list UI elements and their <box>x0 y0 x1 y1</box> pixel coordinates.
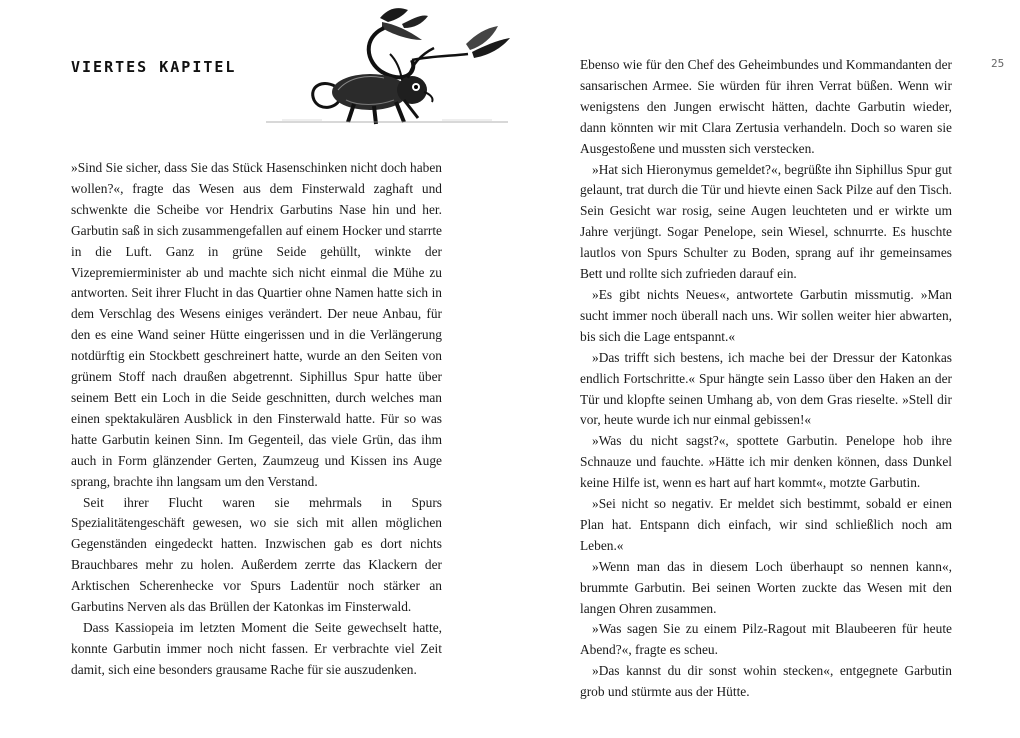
paragraph: »Hat sich Hieronymus gemeldet?«, begrüßte ihn Siphillus Spur gut gelaunt, trat durch die Tür und hievte einen Sack Pilze auf den Tisch. Sein Gesicht war rosig, seine Augen leuchteten und er wirkte um Jahre verjüngt. Sogar Penelope, sein Wiesel, schnurrte. Es huschte lautlos von Spurs Schulter zu Boden, sprang auf ihr gemeinsames Bett und rollte sich zufrieden darauf ein. <box>580 161 952 282</box>
paragraph: »Das kannst du dir sonst wohin stecken«, entgegnete Garbutin grob und stürmte aus der Hütte. <box>580 663 952 700</box>
paragraph: Seit ihrer Flucht waren sie mehrmals in Spurs Spezialitätengeschäft gewesen, wo sie sich mit allen möglichen Gegenständen eingedeckt hatten. Inzwischen gab es dort nichts Brauchbares mehr zu holen. Außerdem zerrte das Klackern der Arktischen Scherenhecke vor Spurs Ladentür noch stärker an Garbutins Nerven als das Brüllen der Katonkas im Finsterwald. <box>71 494 442 615</box>
paragraph: »Was du nicht sagst?«, spottete Garbutin. Penelope hob ihre Schnauze und fauchte. »Hätte ich mir denken können, dass Dunkel keine Hilfe ist, wenn es hart auf hart kommt«, motzte Garbutin. <box>580 433 952 491</box>
chapter-title: VIERTES KAPITEL <box>71 58 237 76</box>
paragraph: »Wenn man das in diesem Loch überhaupt so nennen kann«, brummte Garbutin. Bei seinen Worten zuckte das Wesen mit den langen Ohren zusammen. <box>580 558 952 616</box>
left-body-text <box>71 158 442 681</box>
paragraph: Ebenso wie für den Chef des Geheimbundes und Kommandanten der sansarischen Armee. Sie würden für ihren Verrat büßen. Wenn wir wenigstens den Jungen erwischt hätten, dachte Garbutin wieder, dann könnten wir mit Clara Zertusia verhandeln. Doch so waren sie Ausgestoßene und mussten sich verstecken. <box>580 57 952 156</box>
paragraph: »Es gibt nichts Neues«, antwortete Garbutin missmutig. »Man sucht immer noch überall nach uns. Wir sollen weiter hier abwarten, bis sich die Lage entspannt.« <box>580 286 952 344</box>
paragraph: »Das trifft sich bestens, ich mache bei der Dressur der Katonkas endlich Fortschritte.« Spur hängte sein Lasso über den Haken an der Tür und klopfte seinen Umhang ab, von dem Gras rieselte. »Stell dir vor, heute wurde ich nur einmal gebissen!« <box>580 349 952 428</box>
paragraph: »Sei nicht so negativ. Er meldet sich bestimmt, sobald er einen Plan hat. Entspann dich einfach, wir sind schließlich noch am Leben.« <box>580 496 952 553</box>
right-body-text <box>580 55 952 703</box>
paragraph: »Sind Sie sicher, dass Sie das Stück Hasenschinken nicht doch haben wollen?«, fragte das Wesen aus dem Finsterwald zaghaft und schwenkte die Scheibe vor Hendrix Garbutins Nase hin und her. Garbutin saß in sich zusammengefallen auf einem Hocker und starrte in die Luft. Ganz in grüne Seide gehüllt, winkte der Vizepremierminister ab und machte sich nicht einmal die Mühe zu antworten. Seit ihrer Flucht in das Quartier ohne Namen hatte sich in dem Verschlag des Wesens einiges verändert. Der neue Anbau, für den es eine Wand seiner Hütte eingerissen und in die Verlängerung notdürftig ein Stockbett geschreinert hatte, wurde an den Seiten von grünem Stoff nach draußen abgetrennt. Siphillus Spur hatte über seinem Bett ein Loch in die Seide geschnitten, durch welches man einen spektakulären Ausblick in den Finsterwald hatte. Für so was hatte Garbutin keinen Sinn. Im Gegenteil, das viele Grün, das ihm auch in Form glänzender Gerten, Zaumzeug und Kissen ins Auge sprang, brachte ihn langsam um den Verstand. <box>71 160 442 489</box>
paragraph: Dass Kassiopeia im letzten Moment die Seite gewechselt hatte, konnte Garbutin immer noch nicht fassen. Er verbrachte viel Zeit damit, sich eine besonders grausame Rache für sie auszudenken. <box>71 619 442 677</box>
right-page <box>510 0 1020 738</box>
fantasy-creature-illustration-icon <box>262 4 512 130</box>
paragraph: »Was sagen Sie zu einem Pilz-Ragout mit Blaubeeren für heute Abend?«, fragte es scheu. <box>580 621 952 658</box>
page-number: 25 <box>991 57 1005 70</box>
